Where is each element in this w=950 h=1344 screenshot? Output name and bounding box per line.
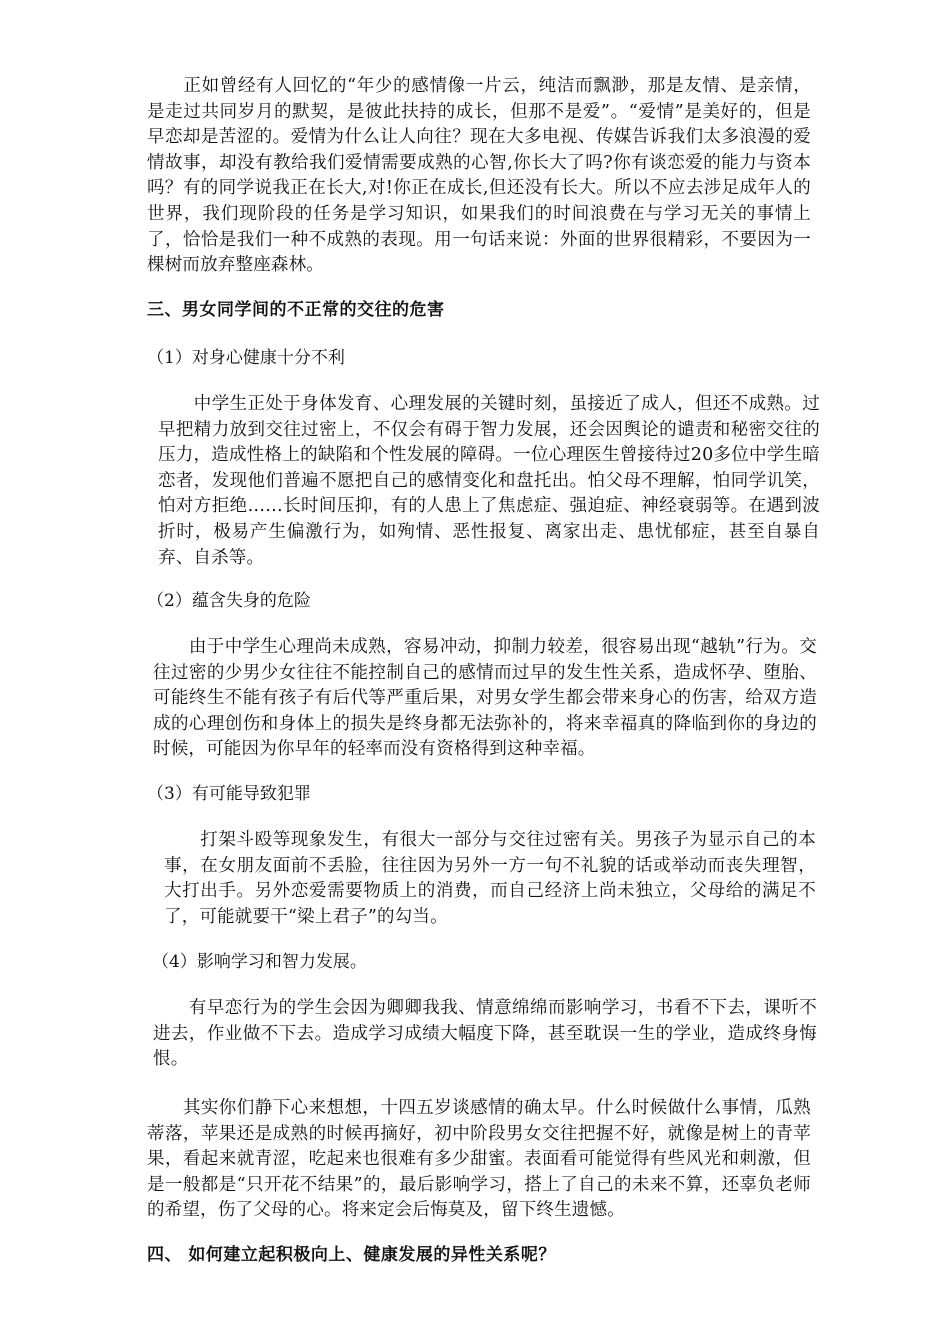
subsection-1-title: （1）对身心健康十分不利 [147, 348, 345, 368]
subsection-4-paragraph: 有早恋行为的学生会因为卿卿我我、情意绵绵而影响学习，书看不下去，课听不进去，作业做不下去。造成学习成绩大幅度下降，甚至耽误一生的学业，造成终身悔恨。 [153, 998, 817, 1070]
subsection-2-paragraph: 由于中学生心理尚未成熟，容易冲动，抑制力较差，很容易出现“越轨”行为。交往过密的少男少女往往不能控制自己的感情而过早的发生性关系，造成怀孕、堕胎、可能终生不能有孩子有后代等严重后果，对男女学生都会带来身心的伤害，给双方造成的心理创伤和身体上的损失是终身都无法弥补的，将来幸福真的降临到你的身边的时候，可能因为你早年的轻率而没有资格得到这种幸福。 [153, 637, 817, 760]
section-4-heading: 四、 如何建立起积极向上、健康发展的异性关系呢？ [147, 1245, 556, 1265]
intro-paragraph: 正如曾经有人回忆的“年少的感情像一片云，纯洁而飘渺，那是友情、是亲情，是走过共同岁月的默契，是彼此扶持的成长，但那不是爱”。“爱情”是美好的，但是早恋却是苦涩的。爱情为什么让人向往？现在大多电视、传媒告诉我们太多浪漫的爱情故事，却没有教给我们爱情需要成熟的心智,你长大了吗?你有谈恋爱的能力与资本吗？有的同学说我正在长大,对!你正在成长,但还没有长大。所以不应去涉足成年人的世界，我们现阶段的任务是学习知识，如果我们的时间浪费在与学习无关的事情上了，恰恰是我们一种不成熟的表现。用一句话来说：外面的世界很精彩，不要因为一棵树而放弃整座森林。 [147, 76, 811, 276]
section-3-heading: 三、男女同学间的不正常的交往的危害 [147, 300, 445, 320]
subsection-4-title: （4）影响学习和智力发展。 [152, 952, 367, 972]
subsection-3-title: （3）有可能导致犯罪 [147, 784, 311, 804]
subsection-2-title: （2）蕴含失身的危险 [147, 591, 311, 611]
subsection-1-paragraph: 中学生正处于身体发育、心理发展的关键时刻，虽接近了成人，但还不成熟。过早把精力放到交往过密上，不仅会有碍于智力发展，还会因舆论的谴责和秘密交往的压力，造成性格上的缺陷和个性发展的障碍。一位心理医生曾接待过20多位中学生暗恋者，发现他们普遍不愿把自己的感情变化和盘托出。怕父母不理解，怕同学讥笑，怕对方拒绝……长时间压抑，有的人患上了焦虑症、强迫症、神经衰弱等。在遇到波折时，极易产生偏激行为，如殉情、恶性报复、离家出走、患忧郁症，甚至自暴自弃、自杀等。 [158, 394, 820, 568]
subsection-3-paragraph: 打架斗殴等现象发生，有很大一部分与交往过密有关。男孩子为显示自己的本事，在女朋友面前不丢脸，往往因为另外一方一句不礼貌的话或举动而丧失理智，大打出手。另外恋爱需要物质上的消费，而自己经济上尚未独立，父母给的满足不了，可能就要干“梁上君子”的勾当。 [164, 830, 816, 927]
conclusion-paragraph: 其实你们静下心来想想，十四五岁谈感情的确太早。什么时候做什么事情，瓜熟蒂落，苹果还是成熟的时候再摘好，初中阶段男女交往把握不好，就像是树上的青苹果，看起来就青涩，吃起来也很难有多少甜蜜。表面看可能觉得有些风光和刺激，但是一般都是“只开花不结果”的，最后影响学习，搭上了自己的未来不算，还辜负老师的希望，伤了父母的心。将来定会后悔莫及，留下终生遗憾。 [147, 1098, 811, 1221]
